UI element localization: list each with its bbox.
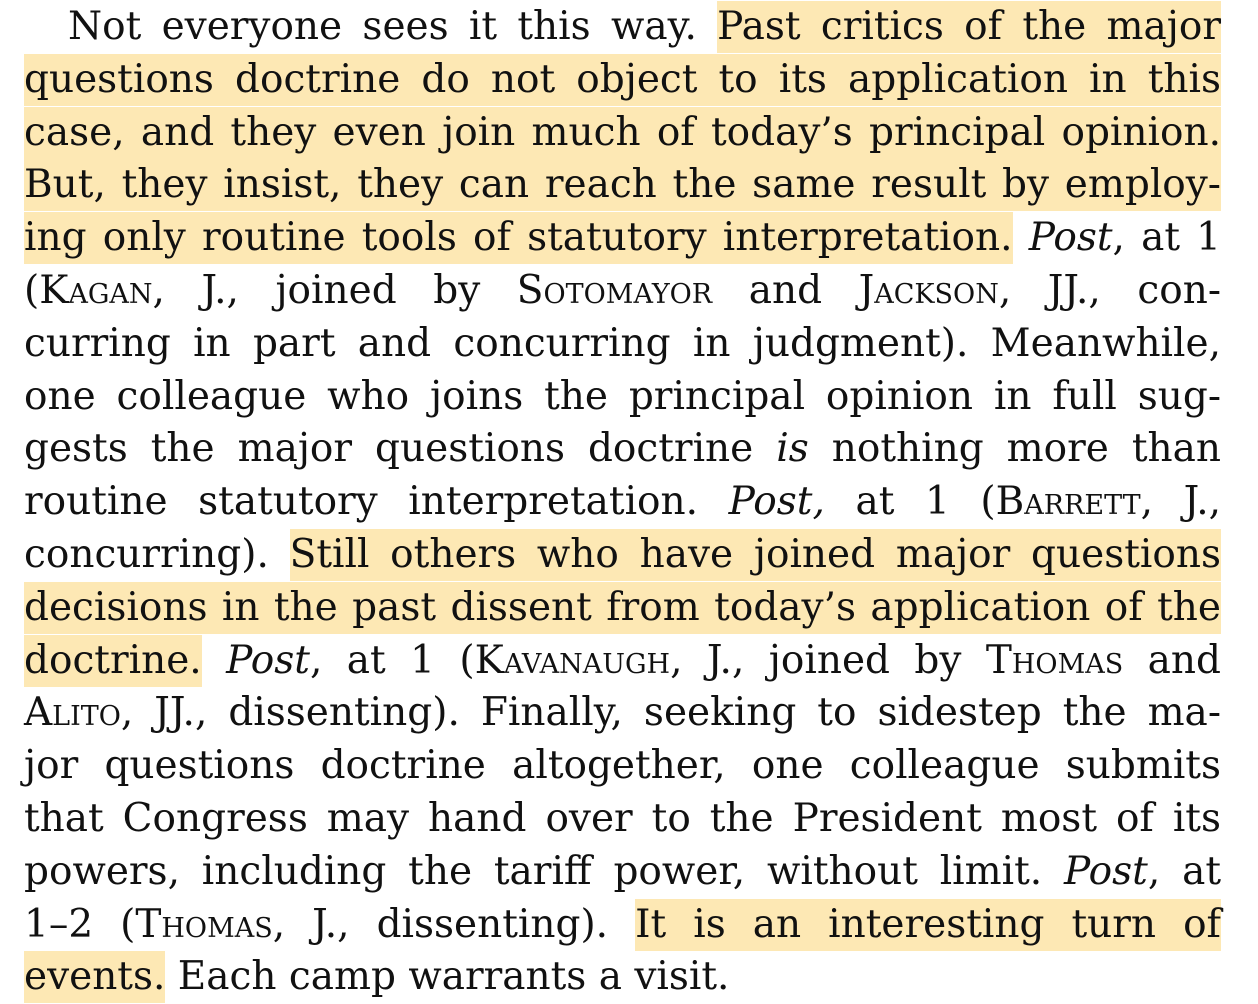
text-segment: , at 1 ( bbox=[309, 637, 475, 683]
text-line bbox=[24, 0, 1221, 53]
italic-text: Post bbox=[1064, 848, 1148, 894]
text-segment: concurring). bbox=[24, 532, 290, 577]
text-segment: , JJ., dissenting). Finally, seeking to sidestep the ma- bbox=[120, 690, 1221, 736]
text-line bbox=[24, 158, 1221, 211]
text-segment: routine statutory interpretation. bbox=[24, 479, 729, 525]
text-segment: , at 1 bbox=[1112, 215, 1221, 261]
text-segment: Each camp warrants a visit. bbox=[165, 954, 730, 1000]
justice-name: Alito bbox=[24, 690, 121, 736]
justice-name: Kavanaugh bbox=[474, 637, 671, 683]
highlighted-text: But, they insist, they can reach the same result by employ- bbox=[24, 159, 1221, 211]
text-segment: and bbox=[712, 268, 859, 313]
text-segment: , J., dissenting). bbox=[272, 901, 636, 947]
text-line bbox=[24, 792, 1221, 845]
text-line bbox=[24, 739, 1221, 792]
text-line bbox=[24, 370, 1221, 423]
text-segment: powers, including the tariff power, without limit. bbox=[24, 848, 1065, 894]
text-segment: at 1 ( bbox=[824, 479, 996, 525]
text-segment: gests the major questions doctrine bbox=[24, 426, 777, 472]
justice-name: Thomas bbox=[985, 637, 1124, 683]
justice-name: Sotomayor bbox=[516, 268, 713, 313]
text-segment: , J., joined by bbox=[152, 268, 517, 313]
highlighted-text: questions doctrine do not object to its application in this bbox=[24, 54, 1221, 106]
highlighted-text: case, and they even join much of today’s principal opinion. bbox=[24, 107, 1221, 159]
text-segment: nothing more than bbox=[808, 426, 1221, 472]
text-line bbox=[24, 475, 1221, 528]
italic-text: Post bbox=[226, 637, 310, 683]
highlighted-text: decisions in the past dissent from today’s application of the bbox=[24, 582, 1221, 634]
text-line bbox=[24, 528, 1221, 581]
highlighted-text: It is an interesting turn of bbox=[635, 899, 1221, 951]
text-segment: Not everyone sees it this way. bbox=[68, 4, 718, 49]
highlighted-text: events. bbox=[24, 951, 165, 1003]
text-segment: jor questions doctrine altogether, one colleague submits bbox=[24, 743, 1221, 789]
text-segment: , J., joined by bbox=[670, 637, 986, 683]
text-segment bbox=[202, 638, 226, 683]
text-line bbox=[24, 634, 1221, 687]
text-line bbox=[24, 422, 1221, 475]
text-segment: , JJ., con- bbox=[998, 268, 1221, 313]
text-segment: , at bbox=[1147, 848, 1221, 894]
text-line bbox=[24, 211, 1221, 264]
text-segment: one colleague who joins the principal opinion in full sug- bbox=[24, 373, 1221, 419]
text-segment bbox=[1013, 215, 1029, 260]
text-line bbox=[24, 264, 1221, 317]
justice-name: Thomas bbox=[135, 901, 273, 947]
text-line bbox=[24, 106, 1221, 159]
italic-text: Post bbox=[1028, 215, 1113, 261]
justice-name: Jackson bbox=[858, 268, 999, 313]
text-segment: , J., bbox=[1140, 479, 1221, 525]
text-segment: curring in part and concurring in judgment). Meanwhile, bbox=[24, 320, 1221, 366]
text-line bbox=[24, 317, 1221, 370]
text-segment: ( bbox=[24, 268, 40, 313]
highlighted-text: Still others who have joined major questions bbox=[290, 529, 1221, 581]
text-segment: 1–2 ( bbox=[24, 901, 136, 947]
highlighted-text: ing only routine tools of statutory interpretation. bbox=[24, 212, 1013, 264]
text-segment: that Congress may hand over to the President most of its bbox=[24, 796, 1221, 841]
text-line bbox=[24, 950, 1221, 1003]
italic-text: Post, bbox=[728, 479, 825, 525]
justice-name: Kagan bbox=[39, 268, 153, 313]
text-line bbox=[24, 686, 1221, 739]
italic-text: is bbox=[776, 426, 809, 472]
text-line bbox=[24, 581, 1221, 634]
text-line bbox=[24, 53, 1221, 106]
highlighted-text: doctrine. bbox=[24, 635, 202, 687]
text-line bbox=[24, 898, 1221, 951]
text-segment: and bbox=[1123, 637, 1221, 683]
text-line bbox=[24, 845, 1221, 898]
justice-name: Barrett bbox=[995, 479, 1141, 525]
highlighted-text: Past critics of the major bbox=[717, 1, 1221, 53]
